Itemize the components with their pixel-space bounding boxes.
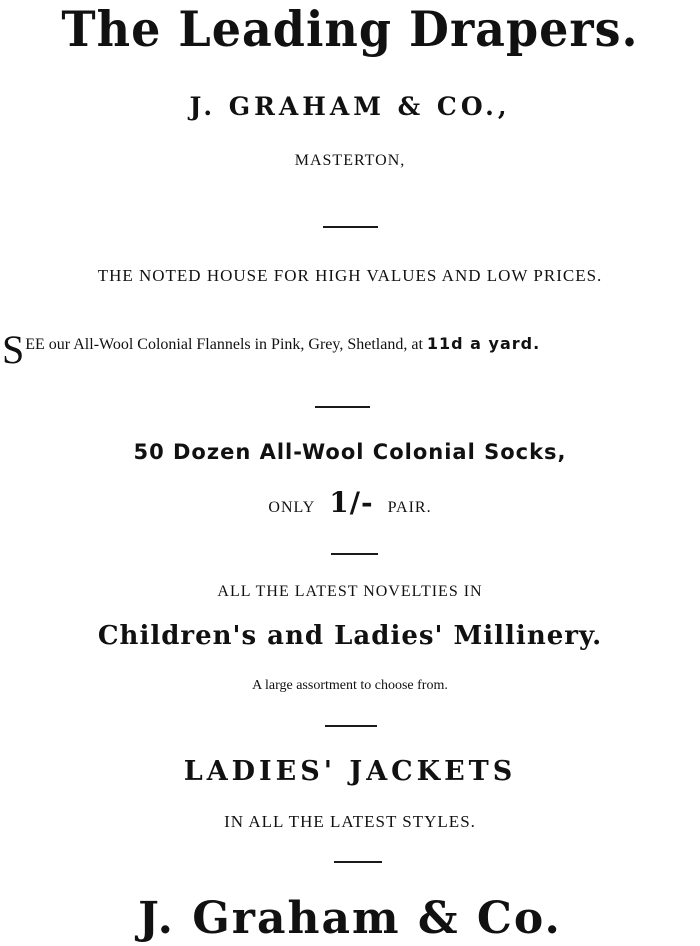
- divider: [331, 553, 378, 555]
- drop-cap: S: [2, 327, 25, 372]
- socks-price: 1/-: [329, 486, 374, 519]
- signature: J. Graham & Co.: [138, 893, 562, 944]
- divider: [334, 861, 382, 863]
- location: MASTERTON,: [294, 152, 406, 169]
- divider: [325, 725, 377, 727]
- divider: [323, 226, 378, 228]
- jackets-headline: LADIES' JACKETS: [183, 756, 517, 787]
- headline: The Leading Drapers.: [61, 0, 639, 58]
- socks-headline: 50 Dozen All-Wool Colonial Socks,: [133, 440, 567, 464]
- flannels-price: 11d a yard.: [426, 334, 541, 353]
- socks-price-suffix: PAIR.: [387, 499, 432, 516]
- millinery-headline: Children's and Ladies' Millinery.: [97, 621, 603, 651]
- millinery-note: A large assortment to choose from.: [252, 678, 448, 693]
- divider: [315, 406, 370, 408]
- firm-name: J. GRAHAM & CO.,: [189, 92, 511, 121]
- millinery-intro: ALL THE LATEST NOVELTIES IN: [217, 583, 483, 600]
- jackets-note: IN ALL THE LATEST STYLES.: [224, 812, 476, 831]
- flannels-offer: [2, 327, 700, 372]
- flannels-text: EE our All-Wool Colonial Flannels in Pink, Grey, Shetland, at: [25, 336, 427, 353]
- socks-price-line: [0, 486, 700, 519]
- socks-price-prefix: ONLY: [268, 499, 316, 516]
- tagline: THE NOTED HOUSE FOR HIGH VALUES AND LOW PRICES.: [97, 266, 603, 285]
